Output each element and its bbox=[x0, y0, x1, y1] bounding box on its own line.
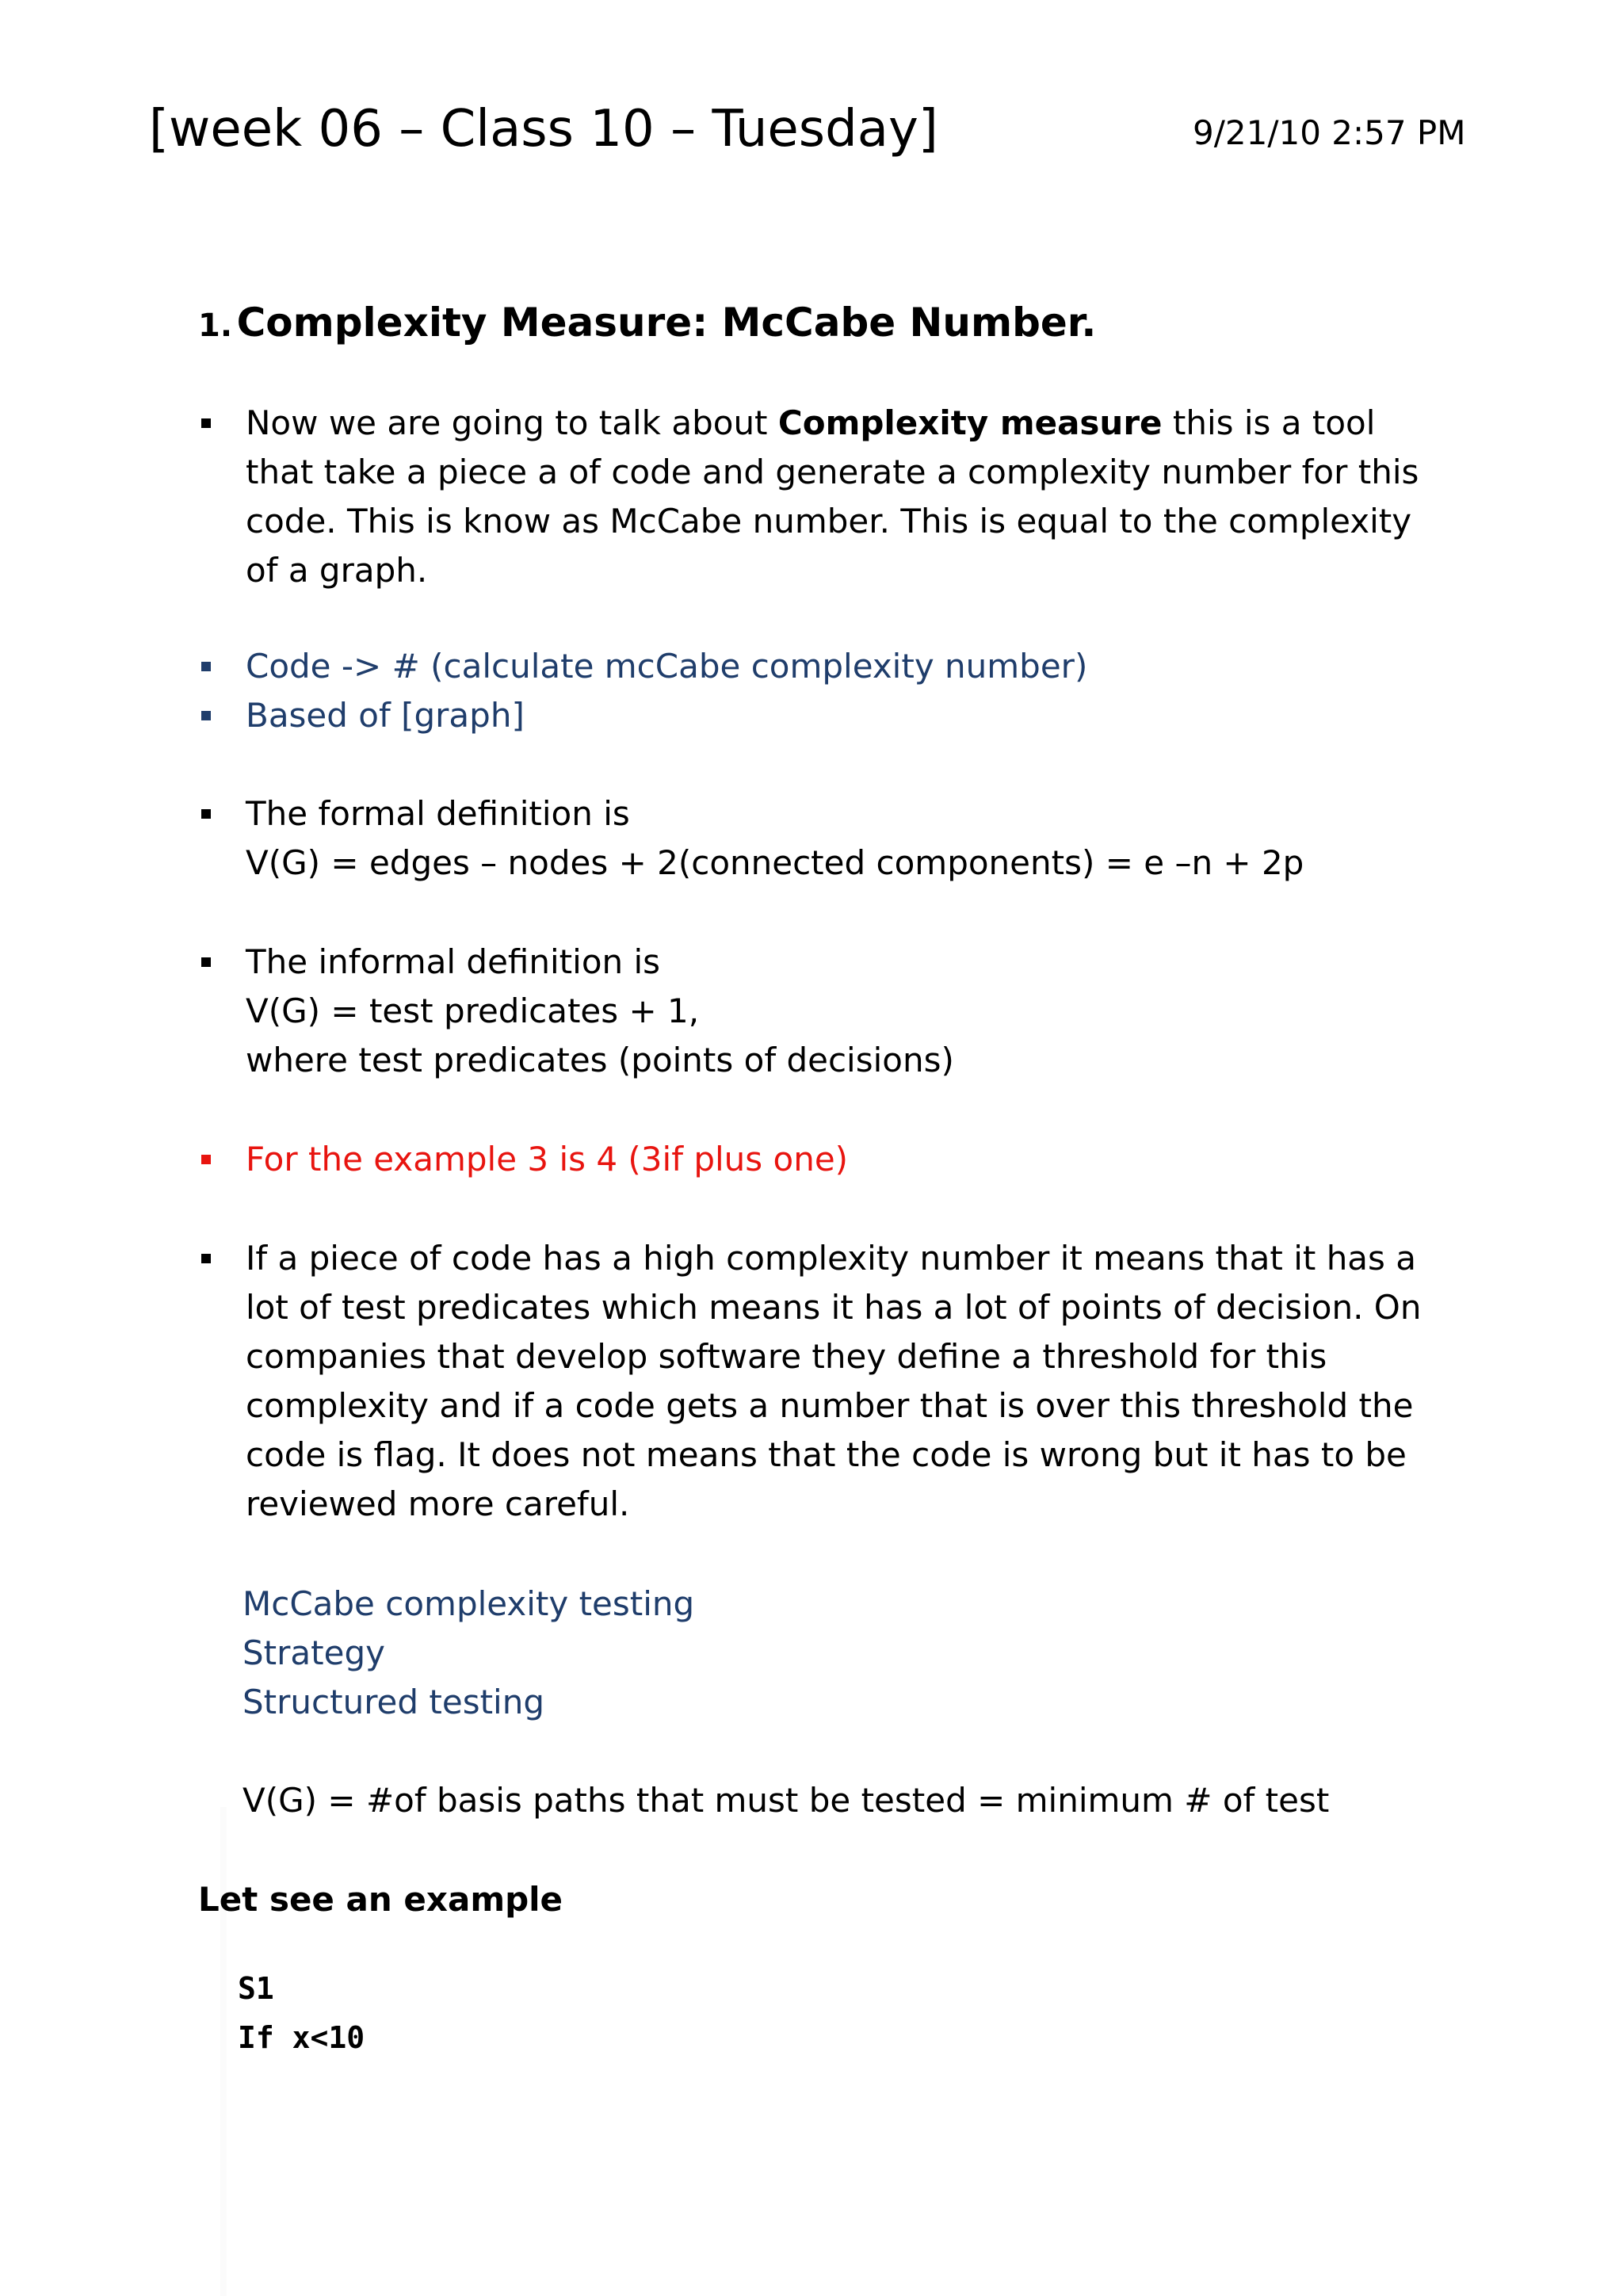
bullet-group-blue bbox=[198, 642, 1450, 740]
section-number: 1. bbox=[198, 308, 233, 344]
bullet-marker bbox=[201, 957, 211, 967]
based-line: Based of [graph] bbox=[246, 696, 525, 735]
example-section bbox=[198, 1875, 1450, 1924]
bullet-marker bbox=[201, 711, 211, 720]
page-title: [week 06 – Class 10 – Tuesday] bbox=[149, 100, 938, 159]
note-strategy: Strategy bbox=[242, 1633, 385, 1672]
note-mccabe-testing: McCabe complexity testing bbox=[242, 1584, 695, 1623]
example-line: For the example 3 is 4 (3if plus one) bbox=[246, 1140, 849, 1179]
bullet-marker bbox=[201, 1254, 211, 1263]
basis-formula: V(G) = #of basis paths that must be tested = minimum # of test bbox=[242, 1781, 1330, 1820]
section-title: Complexity Measure: McCabe Number. bbox=[236, 300, 1097, 346]
bullet-marker bbox=[201, 662, 211, 671]
bullet-formal bbox=[198, 789, 1450, 888]
bullet-based bbox=[198, 691, 1450, 740]
bullet-high-complexity bbox=[198, 1234, 1450, 1529]
bullet-code bbox=[198, 642, 1450, 691]
high-complexity-text: If a piece of code has a high complexity number it means that it has a lot of test predicates which means it has a lot of points of decision. On companies that develop software they define a threshold for this complexity and if a code gets a number that is over this threshold the code is flag. It does not means that the code is wrong but it has to be reviewed more careful. bbox=[246, 1239, 1422, 1523]
informal-where: where test predicates (points of decisions) bbox=[246, 1041, 954, 1079]
code-line: Code -> # (calculate mcCabe complexity number) bbox=[246, 647, 1088, 686]
formal-label: The formal definition is bbox=[246, 794, 630, 833]
timestamp: 9/21/10 2:57 PM bbox=[1193, 113, 1466, 152]
bullet-example bbox=[198, 1135, 1450, 1184]
notes-group bbox=[242, 1580, 1495, 1727]
bullet-informal bbox=[198, 938, 1450, 1085]
intro-text-post: this is a tool that take a piece a of code and generate a complexity number for this code. This is know as McCabe number. This is equal to the complexity of a graph. bbox=[246, 403, 1419, 590]
informal-label: The informal definition is bbox=[246, 942, 661, 981]
section-heading bbox=[198, 295, 1096, 360]
formal-formula: V(G) = edges – nodes + 2(connected components) = e –n + 2p bbox=[246, 843, 1304, 882]
bullet-marker bbox=[201, 809, 211, 819]
note-structured-testing: Structured testing bbox=[242, 1683, 544, 1721]
bullet-marker bbox=[201, 418, 211, 428]
example-code bbox=[238, 1964, 1490, 2062]
basis-paths-formula bbox=[242, 1776, 1495, 1825]
example-heading: Let see an example bbox=[198, 1880, 563, 1919]
code-line-1: S1 bbox=[238, 1971, 274, 2006]
intro-text-pre: Now we are going to talk about bbox=[246, 403, 778, 442]
bullet-marker bbox=[201, 1155, 211, 1164]
bullet-intro bbox=[198, 399, 1450, 595]
code-line-2: If x<10 bbox=[238, 2020, 365, 2055]
intro-text-bold: Complexity measure bbox=[777, 403, 1163, 442]
informal-formula: V(G) = test predicates + 1, bbox=[246, 991, 700, 1030]
